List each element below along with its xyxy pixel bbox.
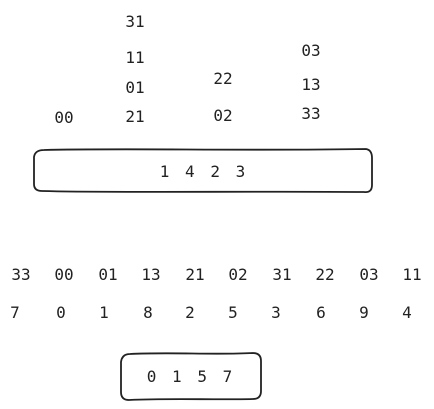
- bottom-box-digits: 0 1 5 7: [146, 367, 236, 386]
- bucket-4-item: 03: [301, 41, 321, 60]
- bucket-3-item: 02: [213, 106, 233, 125]
- bucket-2-item: 11: [125, 48, 145, 67]
- sequence-item: 03: [359, 265, 379, 284]
- sequence-item: 00: [54, 265, 74, 284]
- index-item: 8: [143, 303, 153, 322]
- sequence-item: 02: [228, 265, 248, 284]
- index-item: 5: [228, 303, 238, 322]
- index-item: 2: [185, 303, 195, 322]
- sequence-item: 22: [315, 265, 335, 284]
- index-item: 0: [56, 303, 66, 322]
- bucket-2-item: 31: [125, 12, 145, 31]
- index-item: 3: [271, 303, 281, 322]
- sequence-item: 33: [11, 265, 31, 284]
- bucket-4-item: 13: [301, 75, 321, 94]
- bucket-1-item: 00: [54, 108, 74, 127]
- index-item: 6: [316, 303, 326, 322]
- index-item: 4: [402, 303, 412, 322]
- sequence-item: 11: [402, 265, 422, 284]
- sequence-item: 01: [98, 265, 118, 284]
- sequence-item: 21: [185, 265, 205, 284]
- bucket-2-item: 01: [125, 78, 145, 97]
- sequence-item: 13: [141, 265, 161, 284]
- bucket-2-item: 21: [125, 107, 145, 126]
- sequence-item: 31: [272, 265, 292, 284]
- index-item: 9: [359, 303, 369, 322]
- top-box-digits: 1 4 2 3: [159, 162, 249, 181]
- bucket-4-item: 33: [301, 104, 321, 123]
- index-item: 1: [99, 303, 109, 322]
- index-item: 7: [10, 303, 20, 322]
- bucket-3-item: 22: [213, 69, 233, 88]
